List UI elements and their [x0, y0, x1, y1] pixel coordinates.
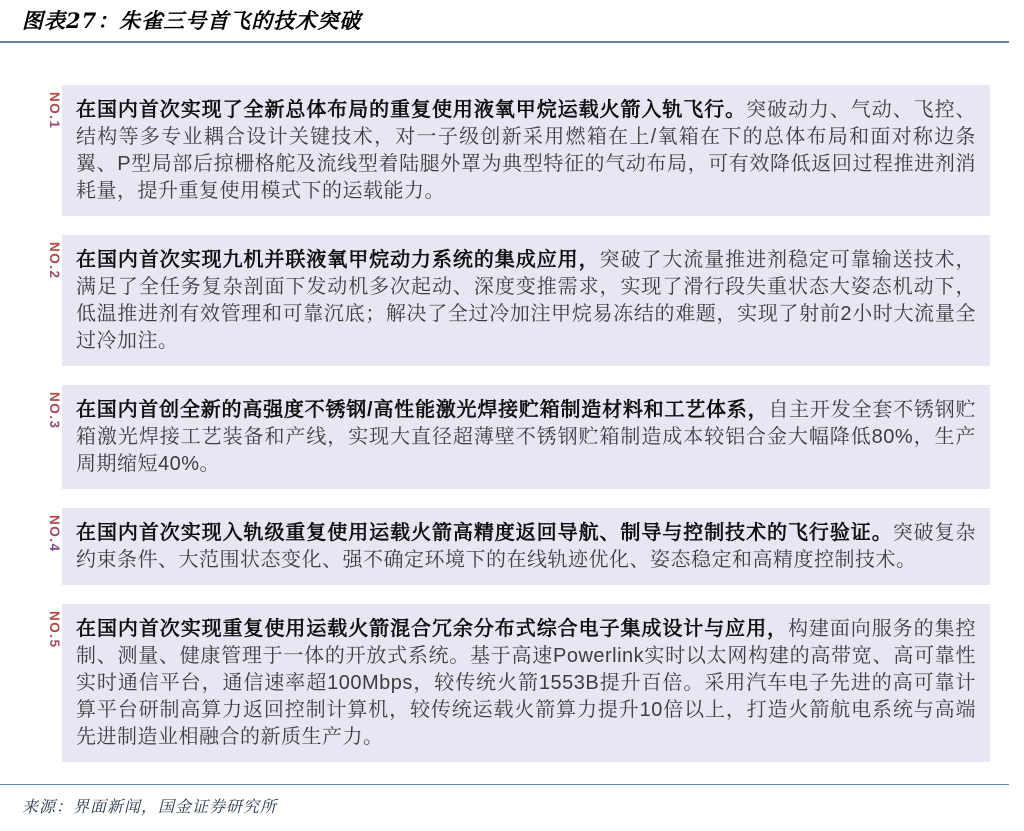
item-body-text: 自主开发全套不锈钢贮箱激光焊接工艺装备和产线，实现大直径超薄壁不锈钢贮箱制造成本较铝合金大幅降低80%，生产周期缩短40%。: [76, 399, 976, 475]
breakthrough-item-5: [28, 604, 990, 762]
item-body-text: 突破动力、气动、飞控、结构等多专业耦合设计关键技术，对一子级创新采用燃箱在上/氧箱在下的总体布局和面对称边条翼、P型局部后掠栅格舵及流线型着陆腿外罩为典型特征的气动布局，可有效降低返回过程推进剂消耗量，提升重复使用模式下的运载能力。: [76, 99, 977, 202]
item-card: [62, 235, 990, 366]
item-lead-text: 在国内首次实现九机并联液氧甲烷动力系统的集成应用，: [76, 249, 600, 271]
title-divider: [0, 41, 1009, 43]
item-lead-text: 在国内首次实现了全新总体布局的重复使用液氧甲烷运载火箭入轨飞行。: [76, 99, 747, 121]
breakthrough-item-2: [28, 235, 990, 366]
item-text: [76, 97, 976, 205]
item-lead-text: 在国内首次实现入轨级重复使用运载火箭高精度返回导航、制导与控制技术的飞行验证。: [76, 522, 893, 544]
item-card: [62, 604, 990, 762]
item-body-text: 构建面向服务的集控制、测量、健康管理于一体的开放式系统。基于高速Powerlink实时以太网构建的高带宽、高可靠性实时通信平台，通信速率超100Mbps，较传统火箭1553B提升百倍。采用汽车电子先进的高可靠计算平台研制高算力返回控制计算机，较传统运载火箭算力提升10倍以上，打造火箭航电系统与高端先进制造业相融合的新质生产力。: [76, 618, 977, 748]
item-card: [62, 385, 990, 489]
item-text: [76, 397, 976, 478]
breakthrough-item-1: [28, 85, 990, 216]
item-text: [76, 247, 976, 355]
item-card: [62, 85, 990, 216]
item-card: [62, 508, 990, 585]
figure-page: [0, 8, 1024, 831]
item-number-label: NO.5: [28, 604, 62, 762]
breakthrough-item-3: [28, 385, 990, 489]
item-lead-text: 在国内首次实现重复使用运载火箭混合冗余分布式综合电子集成设计与应用，: [76, 618, 788, 640]
breakthrough-list: [28, 85, 990, 762]
breakthrough-item-4: [28, 508, 990, 585]
source-note: 来源：界面新闻，国金证券研究所: [22, 797, 278, 816]
item-text: [76, 520, 976, 574]
item-lead-text: 在国内首创全新的高强度不锈钢/高性能激光焊接贮箱制造材料和工艺体系，: [76, 399, 769, 421]
item-body-text: 突破复杂约束条件、大范围状态变化、强不确定环境下的在线轨迹优化、姿态稳定和高精度控制技术。: [76, 522, 977, 571]
item-number-label: NO.1: [28, 85, 62, 216]
item-number-label: NO.2: [28, 235, 62, 366]
item-body-text: 突破了大流量推进剂稳定可靠输送技术，满足了全任务复杂剖面下发动机多次起动、深度变推需求，实现了滑行段失重状态大姿态机动下，低温推进剂有效管理和可靠沉底；解决了全过冷加注甲烷易冻结的难题，实现了射前2小时大流量全过冷加注。: [76, 249, 977, 352]
item-number-label: NO.3: [28, 385, 62, 489]
item-number-label: NO.4: [28, 508, 62, 585]
item-text: [76, 616, 976, 751]
figure-title: 图表27：朱雀三号首飞的技术突破: [22, 8, 362, 33]
footer-divider: [0, 784, 1009, 785]
